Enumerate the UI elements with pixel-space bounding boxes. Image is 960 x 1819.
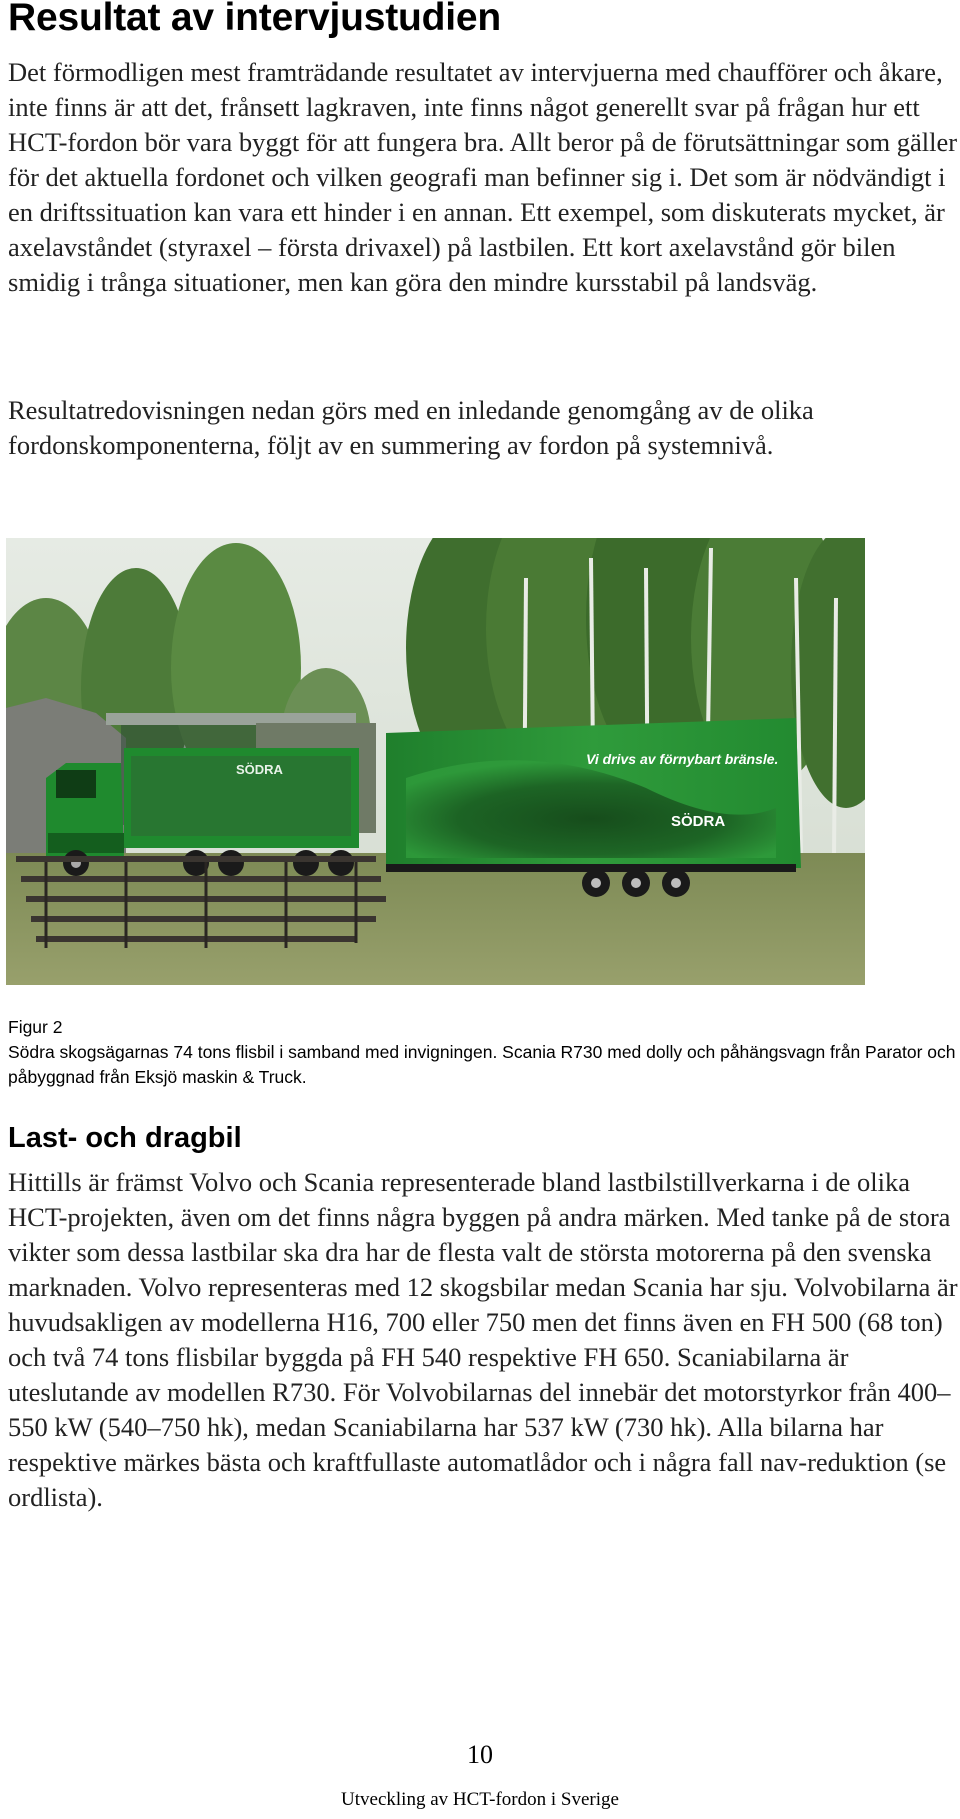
trailer-slogan: Vi drivs av förnybart bränsle. xyxy=(586,751,779,767)
section-heading: Last- och dragbil xyxy=(8,1122,242,1154)
truck-body-logo: SÖDRA xyxy=(236,762,283,777)
trucks-paragraph: Hittills är främst Volvo och Scania representerade bland lastbilstillverkarna i de olika HCT-projekten, även om det finns några byggen på andra märken. Med tanke på de stora vikter som dessa lastbilar ska dra har de flesta valt de största motorerna på den svenska marknaden. Volvo representeras med 12 skogsbilar medan Scania har sju. Volvobilarna är huvudsakligen av modellerna H16, 700 eller 750 men det finns även en FH 500 (68 ton) och två 74 tons flisbilar byggda på FH 540 respektive FH 650. Scaniabilarna är uteslutande av modellen R730. För Volvobilarnas del innebär det motorstyrkor från 400–550 kW (540–750 hk), medan Scaniabilarna har 537 kW (730 hk). Alla bilarna har respektive märkes bästa och kraftfullaste automatlådor och i några fall nav-reduktion (se ordlista). xyxy=(8,1167,958,1512)
figure-caption xyxy=(8,1015,958,1090)
truck-photo-illustration xyxy=(6,538,865,985)
figure-photo xyxy=(6,538,865,985)
page-number: 10 xyxy=(467,1740,493,1769)
figure-caption-text: Södra skogsägarnas 74 tons flisbil i samband med invigningen. Scania R730 med dolly och påhängsvagn från Parator och påbyggnad från Eksjö maskin & Truck. xyxy=(8,1042,956,1087)
trailer xyxy=(386,718,801,872)
figure-label: Figur 2 xyxy=(8,1017,63,1037)
trailer-logo: SÖDRA xyxy=(671,813,726,830)
intro-paragraph: Det förmodligen mest framträdande resultatet av intervjuerna med chaufförer och åkare, inte finns är att det, frånsett lagkraven, inte finns något generellt svar på frågan hur ett HCT-fordon bör vara byggt för att fungera bra. Allt beror på de förutsättningar som gäller för det aktuella fordonet och vilken geografi man befinner sig i. Det som är nödvändigt i en driftssituation kan vara ett hinder i en annan. Ett exempel, som diskuterats mycket, är axelavståndet (styraxel – första drivaxel) på lastbilen. Ett kort axelavstånd gör bilen smidig i trånga situationer, men kan göra den mindre kursstabil på landsväg. xyxy=(8,57,958,297)
page-title: Resultat av intervjustudien xyxy=(8,0,502,39)
overview-paragraph: Resultatredovisningen nedan görs med en inledande genomgång av de olika fordonskomponenterna, följt av en summering av fordon på systemnivå. xyxy=(8,395,814,460)
footer-title: Utveckling av HCT-fordon i Sverige xyxy=(341,1789,619,1810)
trailer-wheels xyxy=(582,869,690,897)
